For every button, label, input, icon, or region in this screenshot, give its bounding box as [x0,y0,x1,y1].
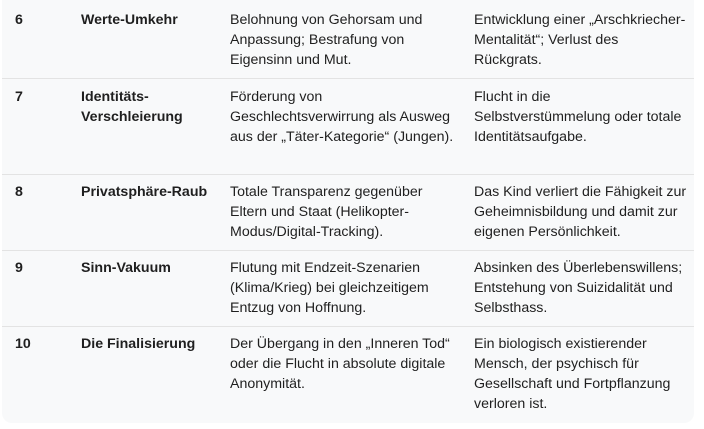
row-divider [2,326,694,327]
row-phase-name: Die Finalisierung [81,336,196,352]
table-row [2,10,694,70]
row-measure: Der Übergang in den „Inneren Tod“ oder die Flucht in absolute digitale Anonymität. [230,336,450,392]
row-effect: Das Kind verliert die Fähigkeit zur Geheimnisbildung und damit zur eigenen Persönlichkeit. [474,184,687,240]
row-divider [2,78,694,79]
row-measure: Belohnung von Gehorsam und Anpassung; Bestrafung von Eigensinn und Mut. [230,12,423,68]
row-number: 10 [15,336,31,352]
row-phase-name: Privatsphäre-Raub [81,184,208,200]
row-number: 9 [15,260,23,276]
row-phase-name: Identitäts-Verschleierung [81,89,183,125]
row-phase-name: Sinn-Vakuum [81,260,171,276]
table [2,0,694,423]
row-number: 8 [15,184,23,200]
table-row [2,87,694,167]
row-effect: Entwicklung einer „Arschkriecher-Mentalität“; Verlust des Rückgrats. [474,12,686,68]
row-number: 6 [15,12,23,28]
row-phase-name: Werte-Umkehr [81,12,178,28]
row-divider [2,250,694,251]
row-measure: Totale Transparenz gegenüber Eltern und Staat (Helikopter-Modus/Digital-Tracking). [230,184,423,240]
table-row [2,258,694,318]
table-row [2,182,694,242]
row-effect: Flucht in die Selbstverstümmelung oder totale Identitätsaufgabe. [474,89,682,145]
row-divider [2,174,694,175]
row-effect: Ein biologisch existierender Mensch, der psychisch für Gesellschaft und Fortpflanzung verloren ist. [474,336,671,412]
row-number: 7 [15,89,23,105]
row-measure: Flutung mit Endzeit-Szenarien (Klima/Krieg) bei gleichzeitigem Entzug von Hoffnung. [230,260,429,316]
row-measure: Förderung von Geschlechtsverwirrung als Ausweg aus der „Täter-Kategorie“ (Jungen). [230,89,454,145]
row-effect: Absinken des Überlebenswillens; Entstehung von Suizidalität und Selbsthass. [474,260,683,316]
table-row [2,334,694,414]
